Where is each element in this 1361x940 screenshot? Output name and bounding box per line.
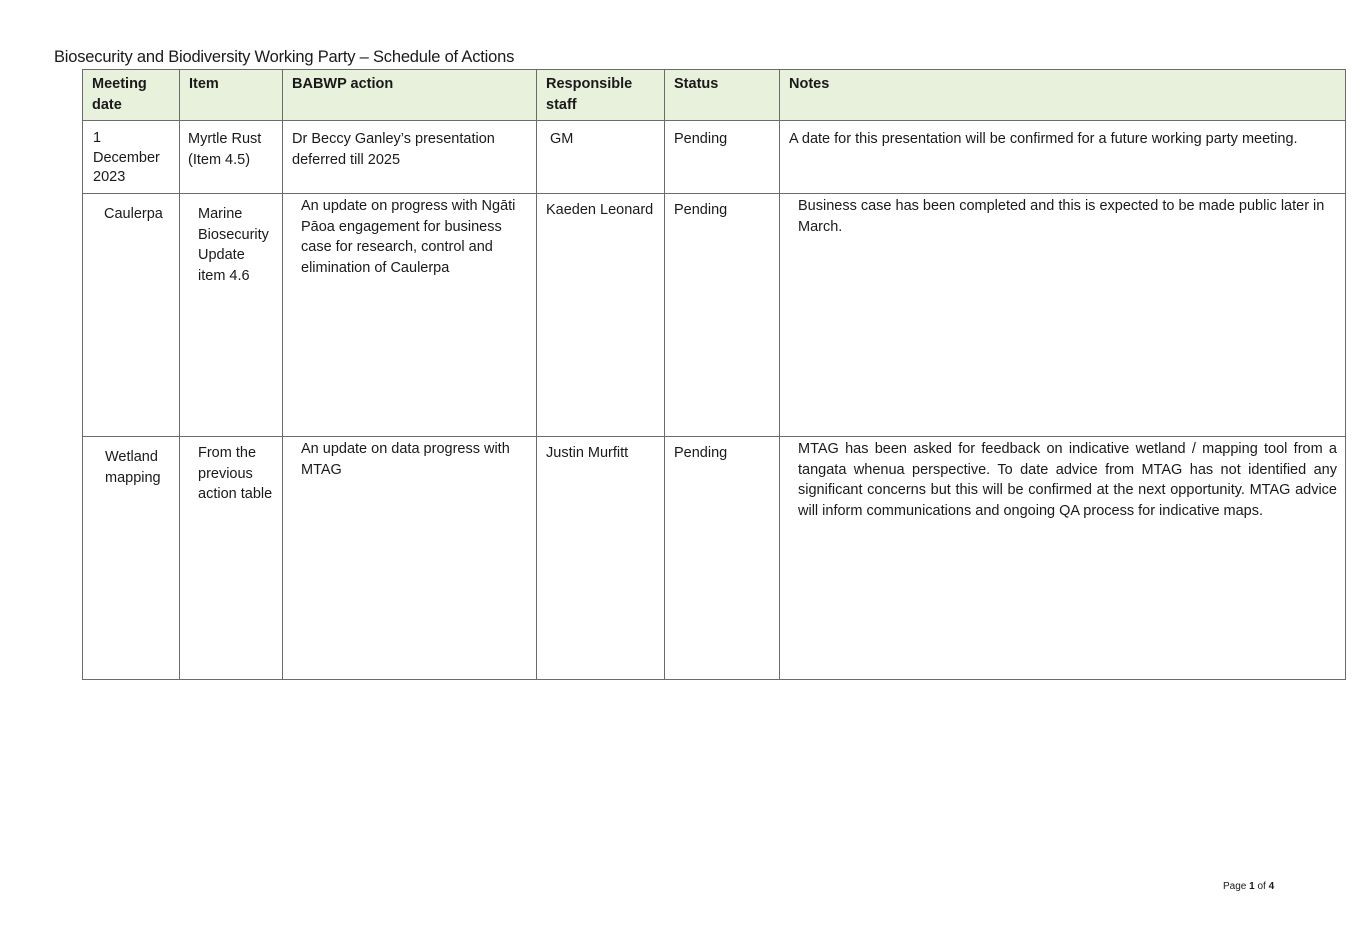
page-of: of: [1257, 881, 1266, 892]
header-meeting-date: Meeting date: [83, 70, 180, 121]
cell-meeting-date: Caulerpa: [83, 194, 180, 437]
cell-action: Dr Beccy Ganley’s presentation deferred till 2025: [283, 121, 537, 194]
header-action: BABWP action: [283, 70, 537, 121]
header-status: Status: [665, 70, 780, 121]
table-header-row: [83, 70, 1346, 121]
page-current: 1: [1249, 881, 1255, 892]
cell-meeting-date: Wetland mapping: [83, 437, 180, 680]
cell-status: Pending: [665, 121, 780, 194]
cell-status: Pending: [665, 194, 780, 437]
cell-notes: MTAG has been asked for feedback on indicative wetland / mapping tool from a tangata whenua perspective. To date advice from MTAG has not identified any significant concerns but this will be confirmed at the next opportunity. MTAG advice will inform communications and ongoing QA process for indicative maps.: [780, 437, 1346, 680]
cell-responsible-staff: GM: [537, 121, 665, 194]
cell-status: Pending: [665, 437, 780, 680]
table-row: [83, 437, 1346, 680]
page-footer: [1223, 881, 1274, 892]
cell-action: An update on data progress with MTAG: [283, 437, 537, 680]
cell-notes: A date for this presentation will be confirmed for a future working party meeting.: [780, 121, 1346, 194]
table-row: [83, 194, 1346, 437]
page-total: 4: [1268, 881, 1275, 892]
cell-responsible-staff: Justin Murfitt: [537, 437, 665, 680]
table-row: [83, 121, 1346, 194]
document-title: Biosecurity and Biodiversity Working Party – Schedule of Actions: [54, 48, 515, 66]
header-item: Item: [180, 70, 283, 121]
cell-item: Marine Biosecurity Update item 4.6: [180, 194, 283, 437]
schedule-of-actions-table: [82, 69, 1346, 680]
cell-meeting-date: 1 December 2023: [83, 121, 180, 194]
page-label: Page: [1223, 881, 1247, 892]
cell-action: An update on progress with Ngāti Pāoa engagement for business case for research, control and elimination of Caulerpa: [283, 194, 537, 437]
cell-item: From the previous action table: [180, 437, 283, 680]
header-responsible-staff: Responsible staff: [537, 70, 665, 121]
cell-notes: Business case has been completed and this is expected to be made public later in March.: [780, 194, 1346, 437]
header-notes: Notes: [780, 70, 1346, 121]
cell-item: Myrtle Rust (Item 4.5): [180, 121, 283, 194]
cell-responsible-staff: Kaeden Leonard: [537, 194, 665, 437]
